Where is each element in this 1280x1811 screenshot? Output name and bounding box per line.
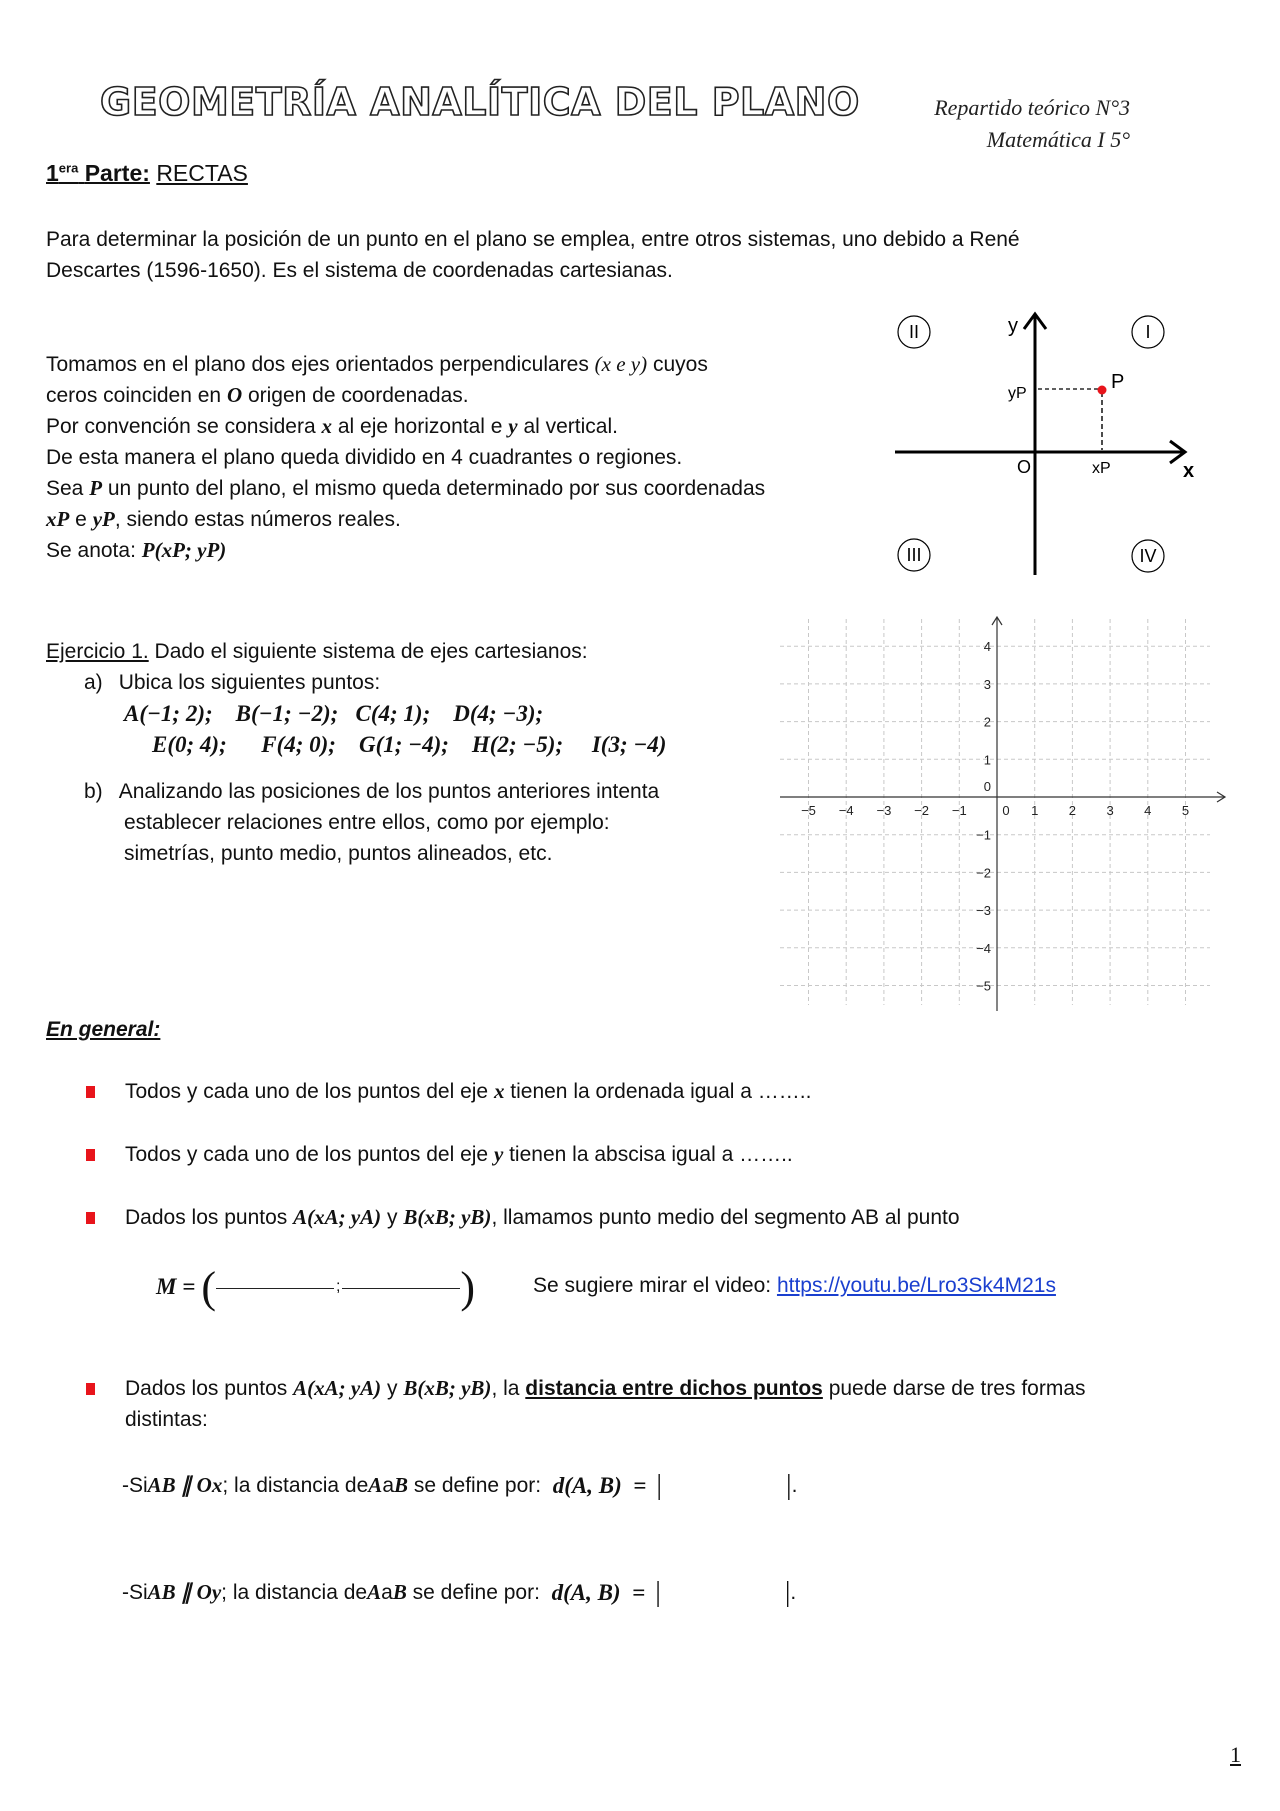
quadrant-diagram xyxy=(880,300,1220,590)
svg-text:−1: −1 xyxy=(976,827,991,843)
svg-text:yP: yP xyxy=(1008,385,1027,402)
video-link[interactable]: https://youtu.be/Lro3Sk4M21s xyxy=(776,1274,1056,1297)
svg-text:y: y xyxy=(1008,315,1018,337)
quadrant-labels xyxy=(898,316,1164,572)
general-bullet-3: Dados los puntos A(xA; yA) y B(xB; yB), llamamos punto medio del segmento AB al punto xyxy=(86,1202,960,1233)
general-heading: En general: xyxy=(46,1018,161,1041)
bullet-icon xyxy=(86,1383,95,1395)
svg-text:0: 0 xyxy=(983,779,991,794)
svg-text:x: x xyxy=(1183,460,1195,482)
svg-text:3: 3 xyxy=(1106,803,1114,818)
point-p-marker xyxy=(1098,386,1107,395)
svg-text:−4: −4 xyxy=(838,803,854,818)
svg-text:−4: −4 xyxy=(976,940,991,956)
svg-text:2: 2 xyxy=(983,714,991,730)
svg-text:0: 0 xyxy=(1002,803,1010,818)
svg-text:−5: −5 xyxy=(976,978,991,994)
axes-explanation: Tomamos en el plano dos ejes orientados perpendiculares (x e y) cuyos ceros coinciden en O origen de coordenadas. Por convención se considera x al eje horizontal e y al vertical. De esta manera el plano queda dividido en 4 cuadrantes o regiones. Sea P un punto del plano, el mismo queda determinado por sus coordenadas xP e yP, siendo estas números reales. Se anota: P(xP; yP) xyxy=(46,352,766,562)
bullet-icon xyxy=(86,1212,95,1224)
exercise-1: Ejercicio 1. Dado el siguiente sistema de ejes cartesianos: a) Ubica los siguientes puntos: A(−1; 2); B(−1; −2); C(4; 1); D(4; −3); E(0; 4); F(4; 0); G(1; −4); H(2; −5); I(3; −4) b) Analizando las posiciones de los puntos anteriores intenta establecer relaciones entre ellos, como por ejemplo: simetrías, punto medio, puntos alineados, etc. xyxy=(46,640,667,865)
midpoint-formula: M = ( ; ) xyxy=(156,1262,476,1312)
svg-text:IV: IV xyxy=(1139,546,1157,566)
svg-text:II: II xyxy=(908,322,920,342)
distance-horizontal: -Si AB ∥ Ox ; la distancia de A a B se define por: d(A, B) = | | . xyxy=(122,1470,798,1501)
svg-text:P: P xyxy=(1111,371,1125,393)
intro-paragraph: Para determinar la posición de un punto en el plano se emplea, entre otros sistemas, uno debido a René Descartes (1596-1650). Es el sistema de coordenadas cartesianas. xyxy=(46,228,1020,282)
exercise-heading: Ejercicio 1. xyxy=(46,640,149,663)
svg-text:O: O xyxy=(1017,457,1032,477)
svg-text:III: III xyxy=(906,545,922,565)
svg-text:−5: −5 xyxy=(801,803,816,818)
course-label: Matemática I 5° xyxy=(986,127,1130,152)
general-bullet-1: Todos y cada uno de los puntos del eje x tienen la ordenada igual a …….. xyxy=(86,1076,811,1107)
midpoint-y-blank[interactable] xyxy=(342,1288,460,1289)
svg-text:−3: −3 xyxy=(976,903,991,919)
svg-text:−1: −1 xyxy=(951,803,967,818)
video-suggestion: Se sugiere mirar el video: https://youtu.be/Lro3Sk4M21s xyxy=(533,1274,1056,1297)
svg-text:−2: −2 xyxy=(914,803,930,818)
points-list-row2: E(0; 4); F(4; 0); G(1; −4); H(2; −5); I(3; −4) xyxy=(152,732,667,757)
svg-text:I: I xyxy=(1145,322,1151,342)
distance-vertical: -Si AB ∥ Oy ; la distancia de A a B se define por: d(A, B) = | | . xyxy=(122,1577,797,1608)
document-title: GEOMETRÍA ANALÍTICA DEL PLANO xyxy=(100,80,860,124)
points-list-row1: A(−1; 2); B(−1; −2); C(4; 1); D(4; −3); xyxy=(124,701,544,726)
svg-text:4: 4 xyxy=(1144,803,1152,818)
svg-text:1: 1 xyxy=(983,752,991,768)
bullet-icon xyxy=(86,1149,95,1161)
general-bullet-2: Todos y cada uno de los puntos del eje y tienen la abscisa igual a …….. xyxy=(86,1139,793,1170)
svg-text:1: 1 xyxy=(1031,803,1039,818)
svg-text:2: 2 xyxy=(1068,803,1077,818)
handout-number: Repartido teórico N°3 xyxy=(934,95,1130,120)
svg-text:5: 5 xyxy=(1181,803,1190,818)
page-number: 1 xyxy=(1230,1742,1241,1767)
general-bullet-4: Dados los puntos A(xA; yA) y B(xB; yB), la distancia entre dichos puntos puede darse de tres formas distintas: xyxy=(86,1373,1216,1435)
cartesian-grid[interactable] xyxy=(780,615,1240,1015)
bullet-icon xyxy=(86,1086,95,1098)
svg-text:−2: −2 xyxy=(976,865,991,881)
midpoint-x-blank[interactable] xyxy=(216,1288,334,1289)
svg-text:4: 4 xyxy=(983,639,991,655)
svg-text:xP: xP xyxy=(1092,460,1111,477)
part-heading: $1^{era}$ Parte: RECTAS xyxy=(46,160,248,186)
svg-text:−3: −3 xyxy=(876,803,892,818)
svg-text:3: 3 xyxy=(983,676,991,692)
